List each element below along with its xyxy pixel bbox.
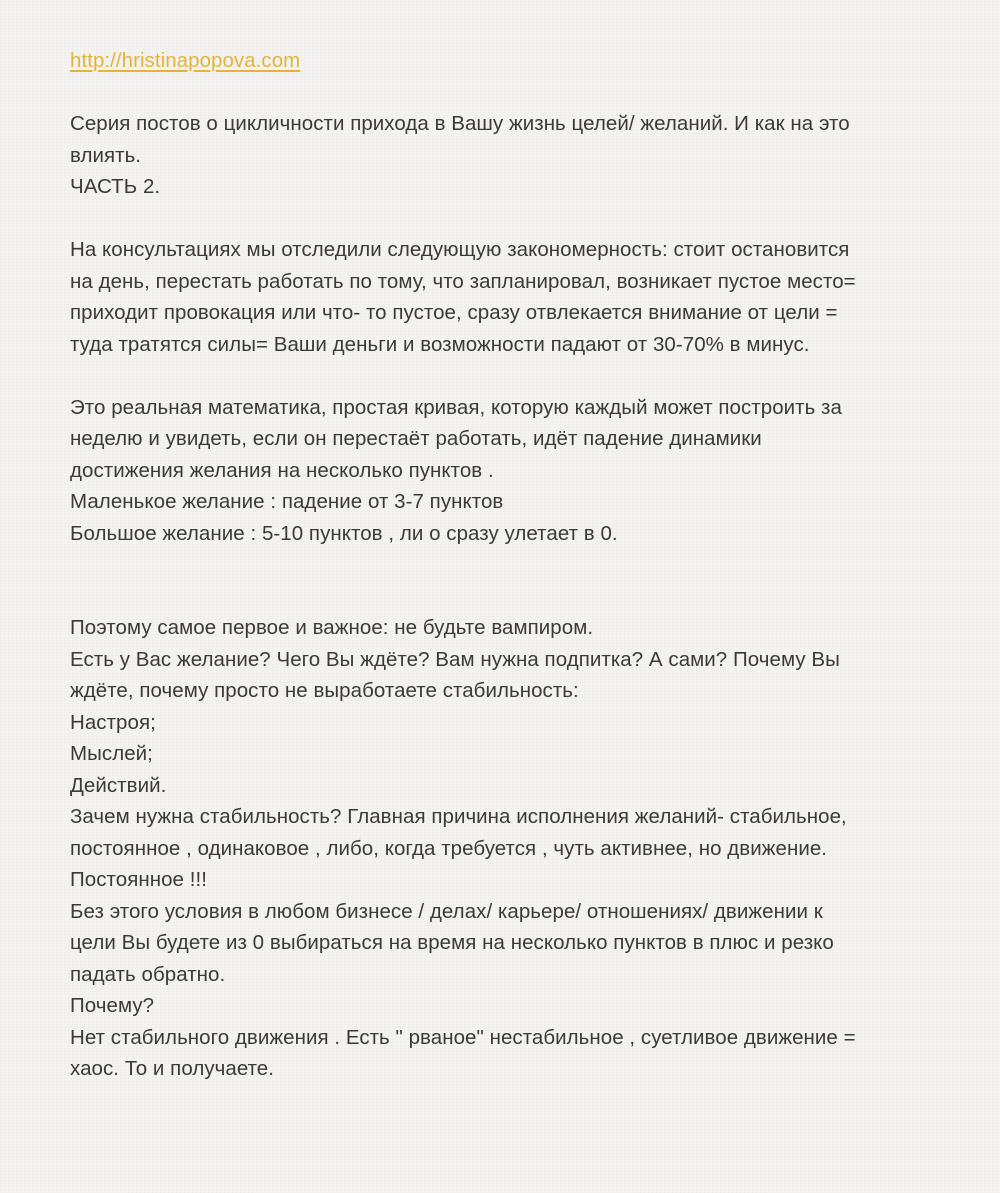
paragraph-2 bbox=[70, 392, 950, 550]
spacer bbox=[70, 581, 950, 613]
text-line: Без этого условия в любом бизнесе / делах/ карьере/ отношениях/ движении к bbox=[70, 899, 823, 923]
text-line: достижения желания на несколько пунктов . bbox=[70, 458, 494, 482]
spacer bbox=[70, 549, 950, 581]
text-line: Есть у Вас желание? Чего Вы ждёте? Вам нужна подпитка? А сами? Почему Вы bbox=[70, 647, 840, 671]
note-body bbox=[70, 45, 950, 1085]
text-line: Поэтому самое первое и важное: не будьте вампиром. bbox=[70, 616, 594, 639]
spacer bbox=[70, 203, 950, 235]
text-line: Действий. bbox=[70, 773, 167, 797]
text-line: туда тратятся силы= Ваши деньги и возможности падают от 30-70% в минус. bbox=[70, 332, 810, 356]
text-line: влиять. bbox=[70, 143, 142, 167]
text-line: на день, перестать работать по тому, что запланировал, возникает пустое место= bbox=[70, 269, 856, 293]
intro-paragraph bbox=[70, 108, 950, 203]
paragraph-1 bbox=[70, 234, 950, 360]
text-line: хаос. То и получаете. bbox=[70, 1057, 274, 1080]
paragraph-3 bbox=[70, 612, 950, 1085]
text-line: постоянное , одинаковое , либо, когда требуется , чуть активнее, но движение. bbox=[70, 836, 828, 860]
text-line: падать обратно. bbox=[70, 962, 226, 986]
text-line: приходит провокация или что- то пустое, сразу отвлекается внимание от цели = bbox=[70, 301, 838, 324]
text-line: цели Вы будете из 0 выбираться на время на несколько пунктов в плюс и резко bbox=[70, 931, 834, 954]
spacer bbox=[70, 77, 950, 109]
text-line: Постоянное !!! bbox=[70, 868, 207, 891]
text-line: Маленькое желание : падение от 3-7 пунктов bbox=[70, 490, 504, 513]
text-line: Почему? bbox=[70, 994, 155, 1017]
text-line: Большое желание : 5-10 пунктов , ли о сразу улетает в 0. bbox=[70, 521, 618, 545]
text-line: Настроя; bbox=[70, 710, 156, 734]
text-line: Зачем нужна стабильность? Главная причина исполнения желаний- стабильное, bbox=[70, 805, 847, 828]
text-line: Мыслей; bbox=[70, 742, 153, 765]
text-line: ждёте, почему просто не выработаете стабильность: bbox=[70, 679, 579, 702]
text-line: Это реальная математика, простая кривая, которую каждый может построить за bbox=[70, 395, 842, 419]
website-link[interactable]: http://hristinapopova.com bbox=[70, 49, 301, 72]
text-line: неделю и увидеть, если он перестаёт работать, идёт падение динамики bbox=[70, 427, 762, 450]
text-line: Нет стабильного движения . Есть " рваное" нестабильное , суетливое движение = bbox=[70, 1025, 856, 1049]
spacer bbox=[70, 360, 950, 392]
text-line: Серия постов о цикличности прихода в Вашу жизнь целей/ желаний. И как на это bbox=[70, 112, 850, 135]
text-line: На консультациях мы отследили следующую закономерность: стоит остановится bbox=[70, 238, 850, 261]
text-line: ЧАСТЬ 2. bbox=[70, 175, 161, 198]
